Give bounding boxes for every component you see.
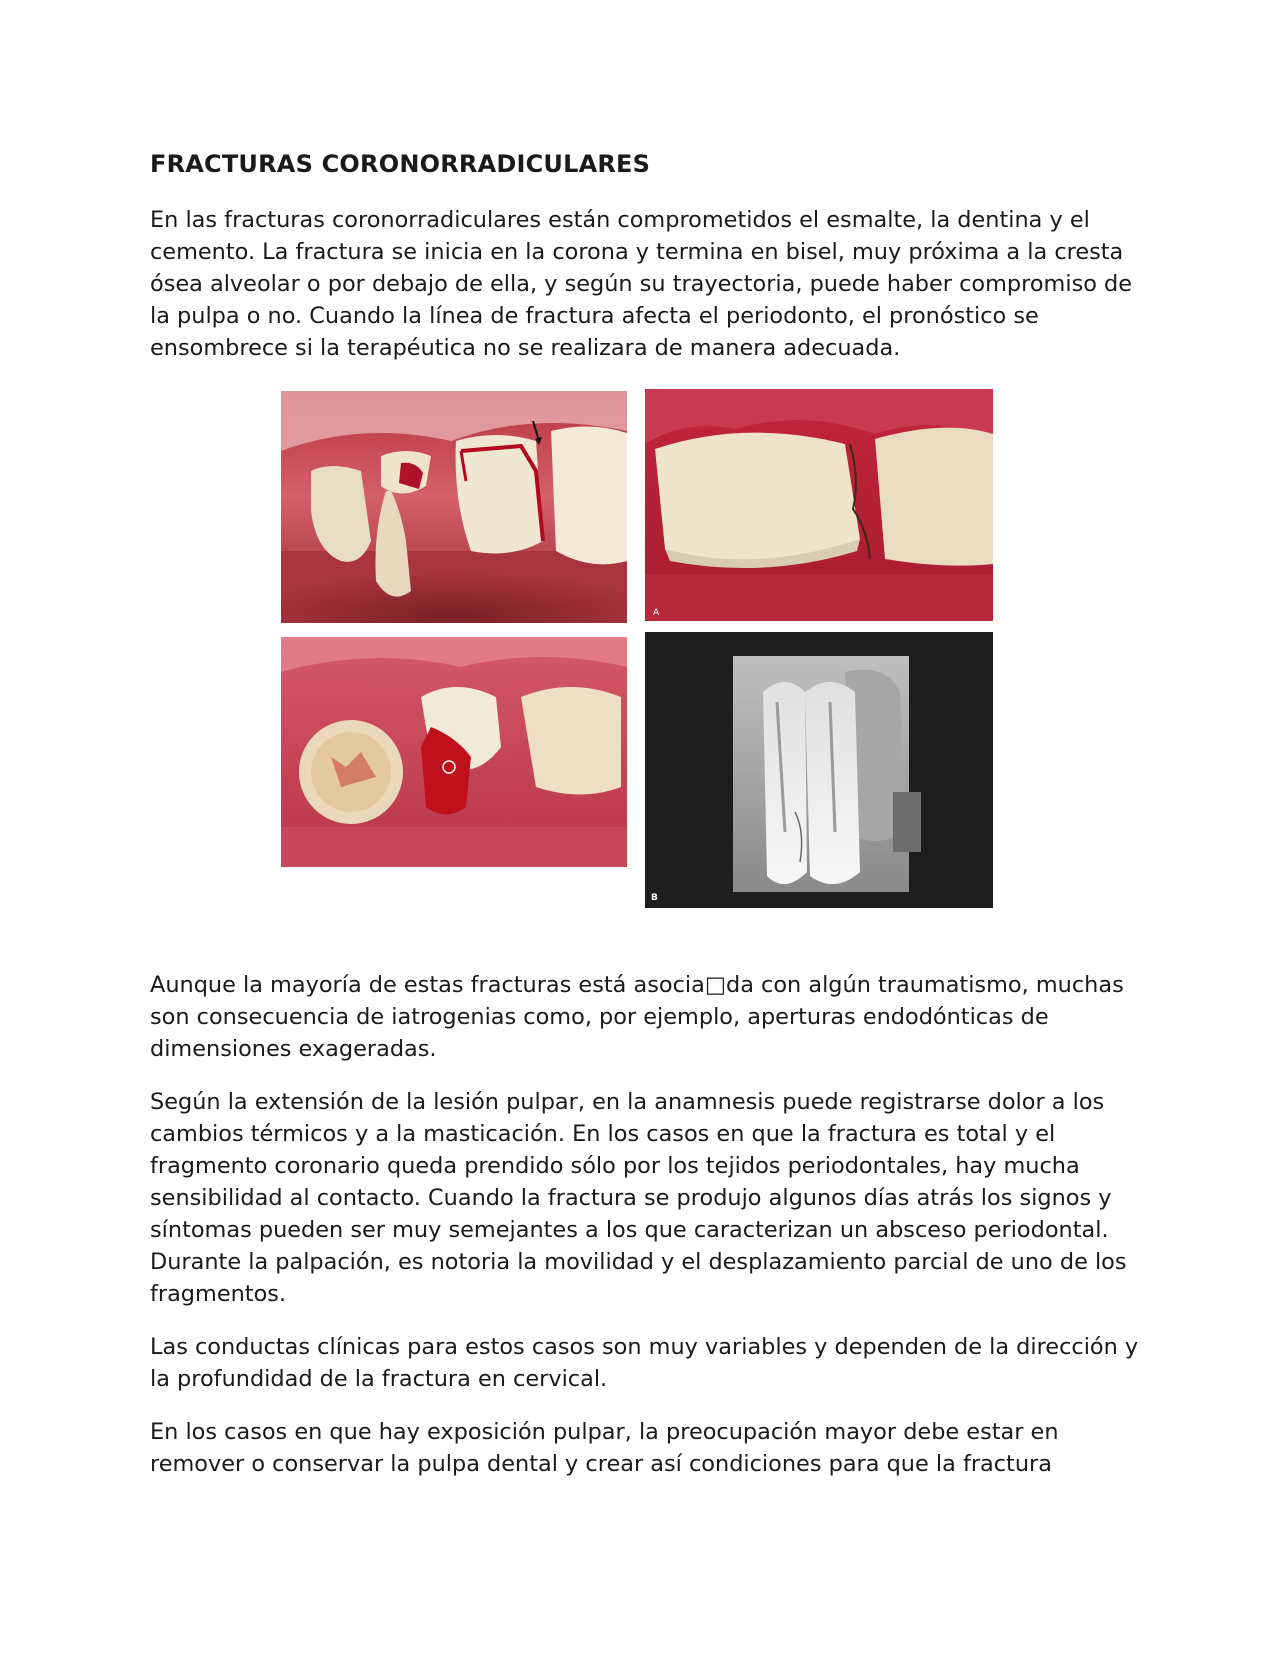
radiograph-fractured-incisor [645, 632, 993, 908]
page-title: FRACTURAS CORONORRADICULARES [150, 150, 651, 178]
clinical-photo-fractured-incisor [281, 391, 627, 623]
paragraph-symptoms: Según la extensión de la lesión pulpar, en la anamnesis puede registrarse dolor a los cambios térmicos y a la masticación. En los casos en que la fractura es total y el fragmento coronario queda prendido sólo por los tejidos periodontales, hay mucha sensibilidad al contacto. Cuando la fractura se produjo algunos días atrás los signos y síntomas pueden ser muy semejantes a los que caracterizan un absceso periodontal. Durante la palpación, es notoria la movilidad y el desplazamiento parcial de uno de los fragmentos. [150, 1089, 1127, 1307]
figure-label-a: A [653, 608, 660, 618]
paragraph-pulp-exposure: En los casos en que hay exposición pulpar, la preocupación mayor debe estar en remover o conservar la pulpa dental y crear así condiciones para que la fractura [150, 1419, 1059, 1477]
clinical-photo-fracture-line-closeup [645, 389, 993, 621]
paragraph-etiology: Aunque la mayoría de estas fracturas está asocia□da con algún traumatismo, muchas son consecuencia de iatrogenias como, por ejemplo, aperturas endodónticas de dimensiones exageradas. [150, 972, 1124, 1062]
paragraph-intro: En las fracturas coronorradiculares están comprometidos el esmalte, la dentina y el cemento. La fractura se inicia en la corona y termina en bisel, muy próxima a la cresta ósea alveolar o por debajo de ella, y según su trayectoria, puede haber compromiso de la pulpa o no. Cuando la línea de fractura afecta el periodonto, el pronóstico se ensombrece si la terapéutica no se realizara de manera adecuada. [150, 207, 1133, 361]
clinical-photo-exposed-pulp [281, 637, 627, 867]
paragraph-clinical-management: Las conductas clínicas para estos casos son muy variables y dependen de la dirección y la profundidad de la fractura en cervical. [150, 1334, 1139, 1392]
figure-label-b: B [651, 893, 658, 903]
